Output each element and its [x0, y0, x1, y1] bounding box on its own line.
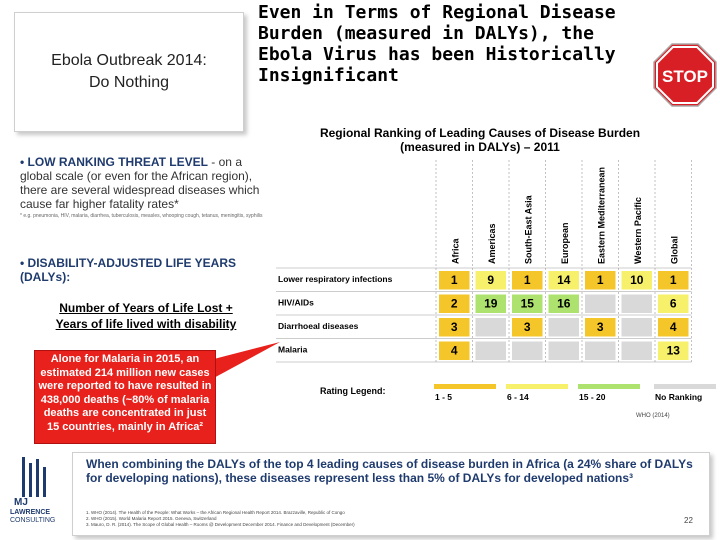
dalys-definition: [30, 300, 262, 332]
region-header: South-East Asia: [523, 195, 534, 264]
region-header: Americas: [486, 223, 497, 264]
region-header: Eastern Mediterranean: [596, 166, 607, 264]
reference-1: 1. WHO (2014). The Health of the People: What Works – the African Regional Health Report 2014. Brazzaville, Republic of Congo: [86, 510, 345, 515]
disease-name: Diarrhoeal diseases: [278, 321, 359, 331]
callout-pointer: [210, 340, 280, 400]
rank-value: 13: [666, 343, 680, 358]
rank-value: 3: [523, 320, 531, 334]
rank-cell: [549, 342, 580, 361]
dalys-def-line2: Years of life lived with disability: [55, 317, 237, 331]
rank-value: 19: [484, 296, 498, 311]
rank-cell: [585, 342, 616, 361]
rank-value: 1: [450, 273, 458, 287]
region-header: Global: [669, 235, 680, 264]
rank-cell: [476, 342, 507, 361]
region-header: Africa: [450, 238, 461, 264]
disease-name: HIV/AIDs: [278, 297, 314, 308]
references: [86, 510, 606, 528]
rank-cell: [622, 318, 653, 337]
bullet-threat-rest: - on a global scale (or even for the African region), there are several widespread diseases which cause far higher fatality rates*: [20, 155, 260, 211]
rank-cell: [549, 318, 580, 337]
rank-value: 1: [669, 273, 677, 287]
logo-line2: LAWRENCE: [10, 509, 51, 516]
rank-value: 3: [596, 320, 604, 334]
legend-item-label: 15 - 20: [579, 392, 606, 402]
legend-swatch: [654, 384, 716, 389]
disease-name: Malaria: [278, 344, 308, 355]
logo-line3: CONSULTING: [10, 517, 56, 524]
malaria-callout: Alone for Malaria in 2015, an estimated 214 million new cases were reported to have resulted in 438,000 deaths (~80% of malaria deaths are concentrated in just 15 countries, mainly in Africa²: [34, 350, 216, 444]
ranking-table: [276, 160, 703, 402]
stop-sign-icon: [652, 42, 718, 108]
rank-value: 1: [596, 273, 604, 287]
stop-sign-text: STOP: [662, 67, 708, 86]
rank-value: 1: [523, 273, 531, 287]
reference-2: 2. WHO (2015). World Malaria Report 2015. Geneva, Switzerland: [86, 516, 217, 521]
rank-cell: [622, 342, 653, 361]
title-line1: Ebola Outbreak 2014:: [51, 52, 207, 69]
rank-value: 3: [450, 320, 458, 334]
company-logo: [8, 455, 70, 525]
rank-value: 4: [450, 343, 458, 358]
title-box: [14, 12, 244, 132]
rank-value: 10: [630, 273, 644, 287]
bottom-summary: When combining the DALYs of the top 4 leading causes of disease burden in Africa (a 24% share of DALYs for developing nations), these diseases represent less than 5% of DALYs for developed nations³: [86, 457, 693, 485]
bullet-dalys: • DISABILITY-ADJUSTED LIFE YEARS (DALYs):: [20, 256, 237, 284]
small-footnote: * e.g. pneumonia, HIV, malaria, diarrhea, tuberculosis, measles, whooping cough, tetanus, meningitis, syphilis: [20, 213, 263, 219]
legend-item-label: 1 - 5: [435, 392, 453, 402]
rank-cell: [622, 295, 653, 314]
slide-heading: Even in Terms of Regional Disease Burden (measured in DALYs), the Ebola Virus has been Historically Insignificant: [258, 2, 616, 86]
logo-line1: MJ: [14, 497, 28, 508]
region-header: Western Pacific: [632, 197, 643, 264]
bullet-threat-level: [20, 155, 270, 211]
dalys-def-line1: Number of Years of Life Lost +: [59, 301, 233, 315]
disease-name: Lower respiratory infections: [278, 274, 393, 284]
page-number: 22: [684, 516, 693, 525]
reference-3: 3. Mauro, D. R. (2014). The Scope of Global Health – Rooms @ Development December 2014. Finance and Development (December): [86, 522, 355, 527]
who-source: WHO (2014): [636, 413, 670, 419]
region-header: European: [559, 222, 570, 264]
table-title: Regional Ranking of Leading Causes of Disease Burden (measured in DALYs) – 2011: [319, 126, 641, 154]
legend-item-label: 6 - 14: [507, 392, 529, 402]
rank-cell: [476, 318, 507, 337]
title-line2: Do Nothing: [88, 74, 170, 91]
rank-cell: [512, 342, 543, 361]
legend-label: Rating Legend:: [320, 386, 386, 396]
rank-value: 6: [669, 296, 677, 311]
rank-value: 9: [487, 273, 495, 287]
legend-item-label: No Ranking: [655, 392, 703, 402]
rank-cell: [585, 295, 616, 314]
rank-value: 2: [450, 296, 458, 311]
rank-value: 4: [669, 320, 677, 334]
legend-swatch: [434, 384, 496, 389]
rank-value: 15: [520, 296, 534, 311]
legend-swatch: [506, 384, 568, 389]
legend-swatch: [578, 384, 640, 389]
rank-value: 16: [557, 296, 571, 311]
bullet-threat-lead: • LOW RANKING THREAT LEVEL: [20, 155, 208, 169]
rank-value: 14: [557, 273, 571, 287]
